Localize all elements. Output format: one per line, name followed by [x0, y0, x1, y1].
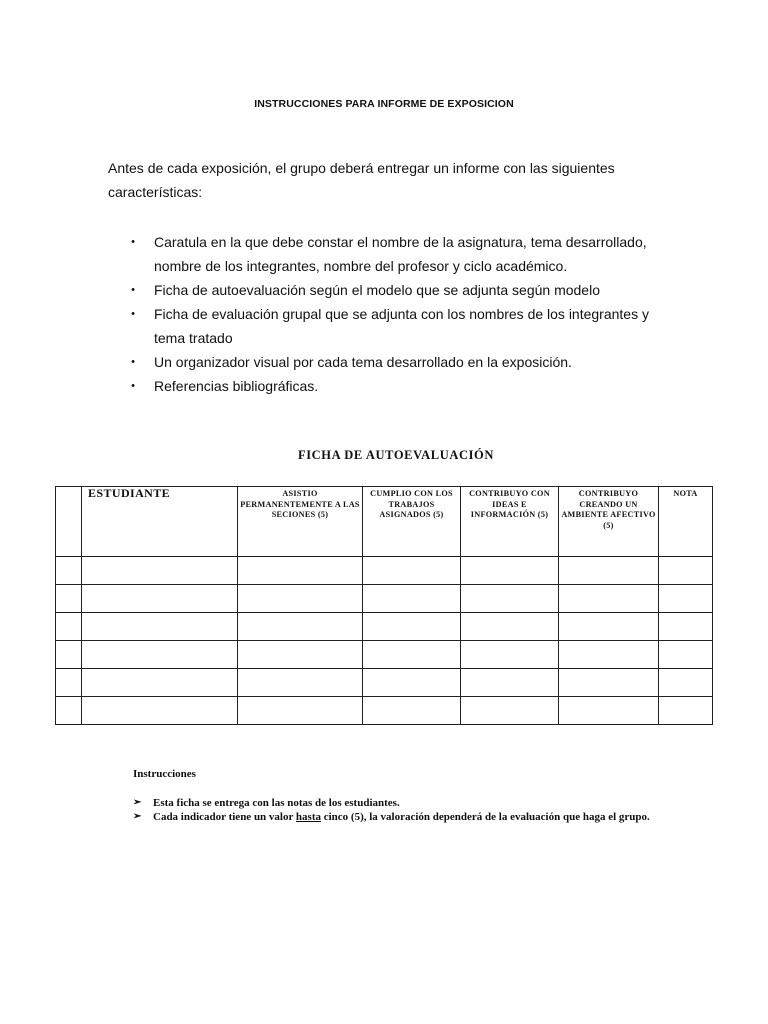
arrow-bullet-icon: ➢	[133, 811, 142, 822]
bullet-icon: •	[131, 236, 135, 248]
table-cell	[461, 557, 559, 585]
table-cell	[363, 613, 461, 641]
table-cell	[363, 585, 461, 613]
table-cell	[82, 641, 238, 669]
table-cell	[659, 669, 713, 697]
table-cell	[659, 697, 713, 725]
instruction-text: Esta ficha se entrega con las notas de los estudiantes.	[153, 797, 400, 809]
instrucciones-heading: Instrucciones	[133, 768, 196, 780]
arrow-bullet-icon: ➢	[133, 797, 142, 808]
table-row	[56, 613, 713, 641]
table-cell	[238, 557, 363, 585]
table-cell	[659, 641, 713, 669]
requirement-text: Ficha de evaluación grupal que se adjunta con los nombres de los integrantes y tema tratado	[154, 306, 649, 346]
list-item	[133, 796, 673, 810]
table-cell	[56, 585, 82, 613]
nota-header: NOTA	[659, 487, 713, 557]
autoevaluacion-table	[55, 486, 713, 725]
table-cell	[659, 613, 713, 641]
table-row	[56, 557, 713, 585]
bullet-icon: •	[131, 308, 135, 320]
table-cell	[559, 641, 659, 669]
table-cell	[56, 641, 82, 669]
intro-paragraph: Antes de cada exposición, el grupo deberá entregar un informe con las siguientes características:	[108, 160, 615, 200]
requirement-text: Caratula en la que debe constar el nombre de la asignatura, tema desarrollado, nombre de los integrantes, nombre del profesor y ciclo académico.	[154, 234, 647, 274]
table-cell	[559, 613, 659, 641]
list-item	[128, 302, 668, 350]
table-row	[56, 585, 713, 613]
table-cell	[363, 669, 461, 697]
list-item	[128, 374, 668, 398]
requirement-text: Referencias bibliográficas.	[154, 378, 319, 394]
list-item	[128, 350, 668, 374]
estudiante-header: ESTUDIANTE	[82, 487, 238, 557]
table-cell	[238, 697, 363, 725]
table-cell	[238, 613, 363, 641]
table-cell	[56, 669, 82, 697]
table-cell	[82, 697, 238, 725]
asistio-header: ASISTIO PERMANENTEMENTE A LAS SECIONES (5)	[238, 487, 363, 557]
number-header-cell	[56, 487, 82, 557]
table-row	[56, 697, 713, 725]
table-cell	[238, 641, 363, 669]
instruction-text-part: cinco (5), la valoración dependerá de la evaluación que haga el grupo.	[320, 811, 650, 823]
contribuyo-ideas-header: CONTRIBUYO CON IDEAS E INFORMACIÓN (5)	[461, 487, 559, 557]
table-cell	[238, 669, 363, 697]
table-cell	[659, 585, 713, 613]
table-cell	[659, 557, 713, 585]
table-cell	[56, 697, 82, 725]
ficha-title: FICHA DE AUTOEVALUACIÓN	[297, 448, 494, 462]
list-item	[128, 230, 668, 278]
table-cell	[461, 641, 559, 669]
requirement-text: Ficha de autoevaluación según el modelo que se adjunta según modelo	[154, 282, 600, 298]
table-cell	[363, 641, 461, 669]
requirements-list	[128, 230, 668, 398]
table-cell	[559, 669, 659, 697]
table-header-row	[56, 487, 713, 557]
bullet-icon: •	[131, 380, 135, 392]
table-cell	[82, 585, 238, 613]
instruction-text-part: Cada indicador tiene un valor	[153, 811, 296, 823]
table-cell	[559, 697, 659, 725]
requirement-text: Un organizador visual por cada tema desarrollado en la exposición.	[154, 354, 572, 370]
table-cell	[461, 697, 559, 725]
list-item	[128, 278, 668, 302]
document-title: INSTRUCCIONES PARA INFORME DE EXPOSICION	[254, 98, 514, 110]
table-cell	[363, 697, 461, 725]
table-cell	[82, 669, 238, 697]
instrucciones-list	[133, 796, 673, 824]
table-cell	[461, 669, 559, 697]
table-cell	[238, 585, 363, 613]
bullet-icon: •	[131, 356, 135, 368]
table-row	[56, 641, 713, 669]
instruction-underlined-word: hasta	[295, 811, 321, 823]
table-cell	[82, 613, 238, 641]
table-cell	[82, 557, 238, 585]
table-cell	[461, 613, 559, 641]
table-cell	[461, 585, 559, 613]
table-cell	[56, 613, 82, 641]
table-row	[56, 669, 713, 697]
contribuyo-ambiente-header: CONTRIBUYO CREANDO UN AMBIENTE AFECTIVO (5)	[559, 487, 659, 557]
bullet-icon: •	[131, 284, 135, 296]
table-cell	[559, 585, 659, 613]
cumplio-header: CUMPLIO CON LOS TRABAJOS ASIGNADOS (5)	[363, 487, 461, 557]
table-cell	[559, 557, 659, 585]
table-cell	[363, 557, 461, 585]
table-cell	[56, 557, 82, 585]
list-item	[133, 810, 673, 824]
